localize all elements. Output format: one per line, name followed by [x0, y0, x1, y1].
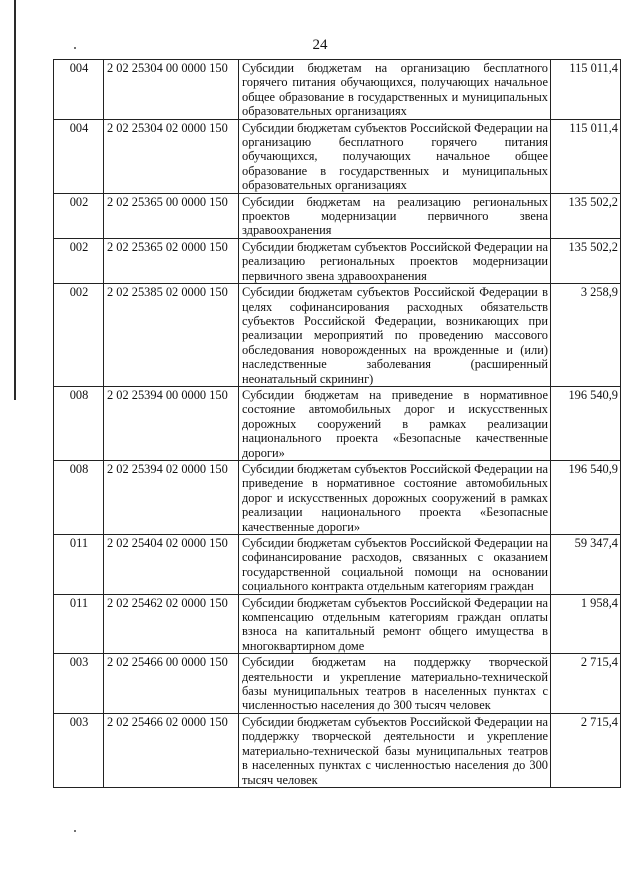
description-cell: Субсидии бюджетам субъектов Российской Федерации на компенсацию отдельным категориям граждан оплаты взноса на капитальный ремонт общего имущества в многоквартирном доме	[239, 594, 551, 654]
amount-cell: 2 715,4	[551, 713, 621, 787]
table-row	[54, 713, 621, 787]
description-cell: Субсидии бюджетам субъектов Российской Федерации в целях софинансирования расходных обязательств субъектов Российской Федерации, возникающих при реализации мероприятий по проведению массового обследования новорожденных на врожденные и (или) наследственные заболевания (расширенный неонатальный скрининг)	[239, 284, 551, 387]
amount-cell: 2 715,4	[551, 654, 621, 714]
amount-cell: 59 347,4	[551, 535, 621, 595]
table-row	[54, 193, 621, 238]
description-cell: Субсидии бюджетам субъектов Российской Федерации на реализацию региональных проектов модернизации первичного звена здравоохранения	[239, 238, 551, 283]
description-cell: Субсидии бюджетам субъектов Российской Федерации на приведение в нормативное состояние автомобильных дорог и искусственных дорожных сооружений в рамках реализации национального проекта «Безопасные качественные дороги»	[239, 460, 551, 534]
description-cell: Субсидии бюджетам на реализацию региональных проектов модернизации первичного звена здравоохранения	[239, 193, 551, 238]
admin-code-cell: 004	[54, 119, 104, 193]
admin-code-cell: 003	[54, 713, 104, 787]
classification-code-cell: 2 02 25304 02 0000 150	[104, 119, 239, 193]
table-row	[54, 386, 621, 460]
classification-code-cell: 2 02 25466 02 0000 150	[104, 713, 239, 787]
amount-cell: 3 258,9	[551, 284, 621, 387]
classification-code-cell: 2 02 25304 00 0000 150	[104, 60, 239, 120]
admin-code-cell: 002	[54, 238, 104, 283]
classification-code-cell: 2 02 25466 00 0000 150	[104, 654, 239, 714]
amount-cell: 196 540,9	[551, 460, 621, 534]
description-cell: Субсидии бюджетам на приведение в нормативное состояние автомобильных дорог и искусственных дорожных сооружений в рамках реализации национального проекта «Безопасные качественные дороги»	[239, 386, 551, 460]
amount-cell: 135 502,2	[551, 193, 621, 238]
table-row	[54, 119, 621, 193]
table-row	[54, 460, 621, 534]
admin-code-cell: 008	[54, 460, 104, 534]
description-cell: Субсидии бюджетам субъектов Российской Федерации на организацию бесплатного горячего питания обучающихся, получающих начальное общее образование в государственных и муниципальных образовательных организациях	[239, 119, 551, 193]
admin-code-cell: 002	[54, 193, 104, 238]
description-cell: Субсидии бюджетам субъектов Российской Федерации на поддержку творческой деятельности и укрепление материально-технической базы муниципальных театров в населенных пунктах с численностью населения до 300 тысяч человек	[239, 713, 551, 787]
scan-speck	[74, 830, 76, 832]
admin-code-cell: 011	[54, 535, 104, 595]
admin-code-cell: 004	[54, 60, 104, 120]
amount-cell: 1 958,4	[551, 594, 621, 654]
amount-cell: 115 011,4	[551, 119, 621, 193]
budget-table	[53, 59, 621, 788]
table-row	[54, 535, 621, 595]
table-row	[54, 284, 621, 387]
description-cell: Субсидии бюджетам субъектов Российской Федерации на софинансирование расходов, связанных с оказанием государственной социальной помощи на основании социального контракта отдельным категориям граждан	[239, 535, 551, 595]
table-row	[54, 238, 621, 283]
admin-code-cell: 002	[54, 284, 104, 387]
page-number: 24	[312, 37, 328, 53]
scan-margin-line	[14, 0, 16, 400]
admin-code-cell: 008	[54, 386, 104, 460]
description-cell: Субсидии бюджетам на поддержку творческой деятельности и укрепление материально-технической базы муниципальных театров в населенных пунктах с численностью населения до 300 тысяч человек	[239, 654, 551, 714]
classification-code-cell: 2 02 25404 02 0000 150	[104, 535, 239, 595]
admin-code-cell: 003	[54, 654, 104, 714]
amount-cell: 196 540,9	[551, 386, 621, 460]
description-cell: Субсидии бюджетам на организацию бесплатного горячего питания обучающихся, получающих начальное общее образование в государственных и муниципальных образовательных организациях	[239, 60, 551, 120]
amount-cell: 135 502,2	[551, 238, 621, 283]
classification-code-cell: 2 02 25365 02 0000 150	[104, 238, 239, 283]
classification-code-cell: 2 02 25394 00 0000 150	[104, 386, 239, 460]
table-row	[54, 654, 621, 714]
classification-code-cell: 2 02 25365 00 0000 150	[104, 193, 239, 238]
classification-code-cell: 2 02 25462 02 0000 150	[104, 594, 239, 654]
table-row	[54, 60, 621, 120]
classification-code-cell: 2 02 25385 02 0000 150	[104, 284, 239, 387]
table-row	[54, 594, 621, 654]
admin-code-cell: 011	[54, 594, 104, 654]
amount-cell: 115 011,4	[551, 60, 621, 120]
classification-code-cell: 2 02 25394 02 0000 150	[104, 460, 239, 534]
